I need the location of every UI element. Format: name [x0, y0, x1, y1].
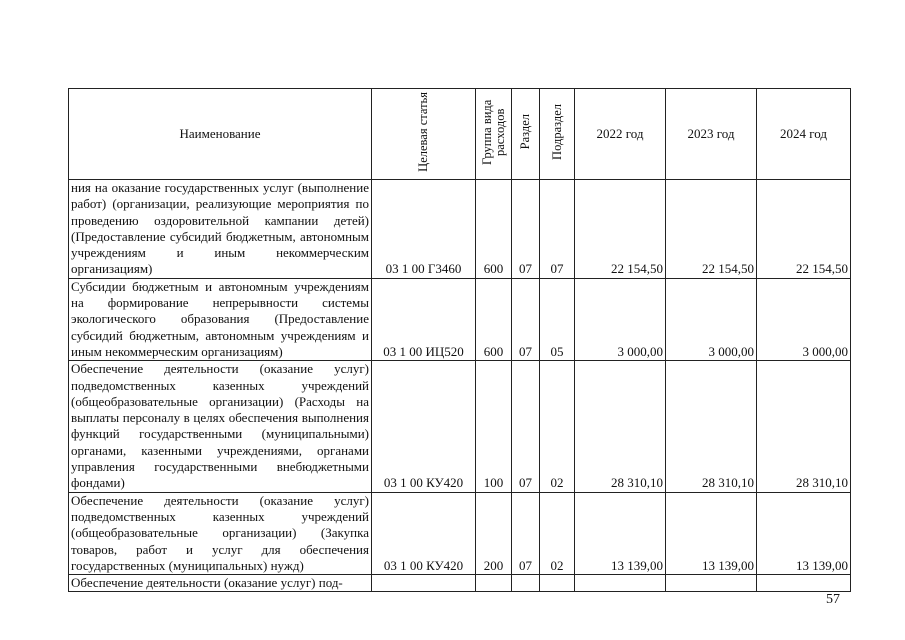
row-group	[476, 575, 512, 592]
row-2024: 3 000,00	[757, 278, 851, 360]
row-article: 03 1 00 ИЦ520	[372, 278, 476, 360]
row-2023: 22 154,50	[666, 180, 757, 279]
table-row	[69, 492, 851, 574]
row-2022: 22 154,50	[575, 180, 666, 279]
header-subsection: Подраздел	[540, 89, 575, 180]
row-name: Обеспечение деятельности (оказание услуг) подведомственных казенных учреждений (общеобразовательные организации) (Расходы на выплаты персоналу в целях обеспечения выполнения функций государственными (муниципальными) органами, казенными учреждениями, органами управления государственными внебюджетными фондами)	[69, 361, 372, 492]
row-2023: 13 139,00	[666, 492, 757, 574]
header-target-article: Целевая статья	[372, 89, 476, 180]
row-article: 03 1 00 КУ420	[372, 361, 476, 492]
row-section: 07	[512, 361, 540, 492]
row-2024: 13 139,00	[757, 492, 851, 574]
row-2022: 3 000,00	[575, 278, 666, 360]
row-group: 100	[476, 361, 512, 492]
row-2023: 3 000,00	[666, 278, 757, 360]
table-row	[69, 180, 851, 279]
row-subsection: 07	[540, 180, 575, 279]
row-2022: 28 310,10	[575, 361, 666, 492]
header-2022: 2022 год	[575, 89, 666, 180]
row-name: Обеспечение деятельности (оказание услуг) под-	[69, 575, 372, 592]
row-2022: 13 139,00	[575, 492, 666, 574]
header-2023: 2023 год	[666, 89, 757, 180]
row-section	[512, 575, 540, 592]
row-subsection: 02	[540, 361, 575, 492]
row-article: 03 1 00 КУ420	[372, 492, 476, 574]
row-2024	[757, 575, 851, 592]
row-article	[372, 575, 476, 592]
table-header	[69, 89, 851, 180]
header-2024: 2024 год	[757, 89, 851, 180]
row-group: 600	[476, 180, 512, 279]
row-name: Субсидии бюджетным и автономным учреждениям на формирование непрерывности системы экологического образования (Предоставление субсидий бюджетным, автономным учреждениям и иным некоммерческим организациям)	[69, 278, 372, 360]
row-2023: 28 310,10	[666, 361, 757, 492]
row-subsection	[540, 575, 575, 592]
row-section: 07	[512, 278, 540, 360]
table-row	[69, 278, 851, 360]
row-name: ния на оказание государственных услуг (выполнение работ) (организации, реализующие мероприятия по проведению оздоровительной кампании детей) (Предоставление субсидий бюджетным, автономным учреждениям и иным некоммерческим организациям)	[69, 180, 372, 279]
row-group: 200	[476, 492, 512, 574]
table-row	[69, 361, 851, 492]
header-section: Раздел	[512, 89, 540, 180]
row-section: 07	[512, 492, 540, 574]
row-2023	[666, 575, 757, 592]
header-expense-group: Группа вида расходов	[476, 89, 512, 180]
table-row	[69, 575, 851, 592]
budget-table	[68, 88, 851, 592]
row-2024: 28 310,10	[757, 361, 851, 492]
row-section: 07	[512, 180, 540, 279]
page-number: 57	[826, 592, 840, 607]
row-subsection: 02	[540, 492, 575, 574]
row-article: 03 1 00 Г3460	[372, 180, 476, 279]
row-name: Обеспечение деятельности (оказание услуг) подведомственных казенных учреждений (общеобразовательные организации) (Закупка товаров, работ и услуг для обеспечения государственных (муниципальных) нужд)	[69, 492, 372, 574]
row-2022	[575, 575, 666, 592]
table-body	[69, 180, 851, 592]
header-name: Наименование	[69, 89, 372, 180]
row-group: 600	[476, 278, 512, 360]
row-subsection: 05	[540, 278, 575, 360]
row-2024: 22 154,50	[757, 180, 851, 279]
